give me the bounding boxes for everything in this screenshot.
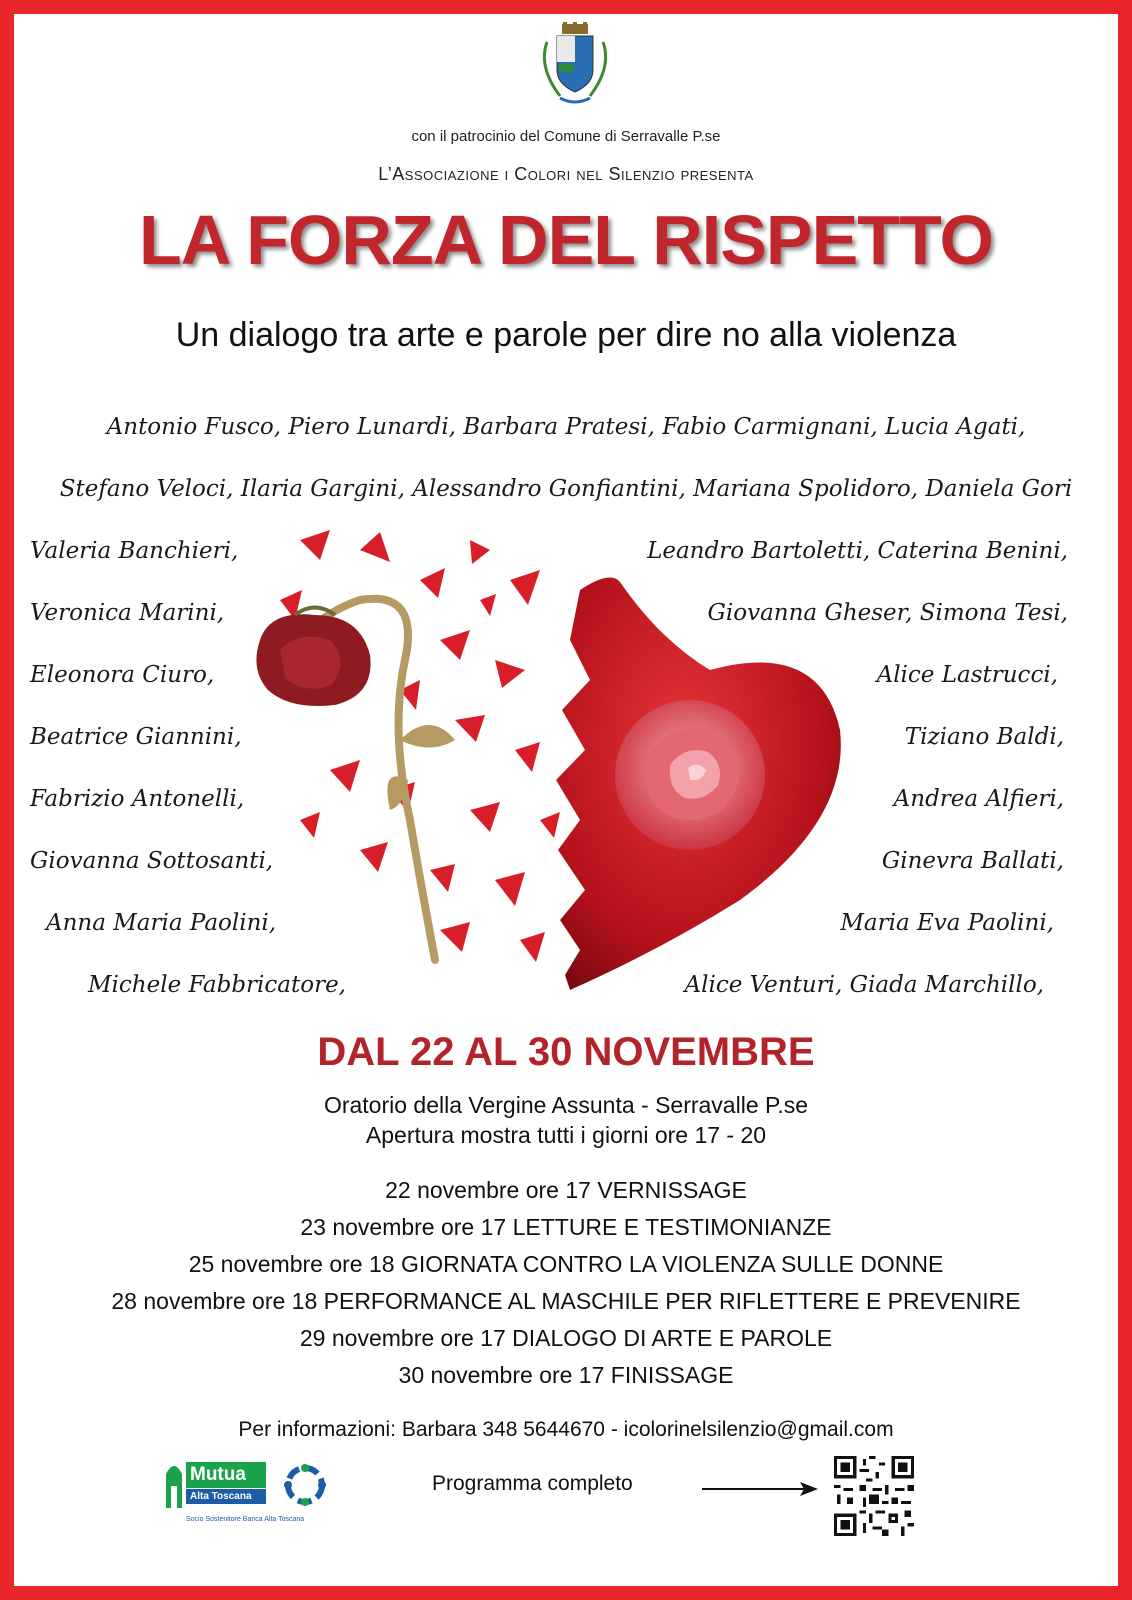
broken-heart-rose-illustration <box>240 520 880 1000</box>
patronage-text: con il patrocinio del Comune di Serravalle P.se <box>411 128 721 145</box>
event-dates: DAL 22 AL 30 NOVEMBRE <box>317 1030 815 1074</box>
schedule-item: 29 novembre ore 17 DIALOGO DI ARTE E PAROLE <box>299 1325 833 1351</box>
artist-right-3: Alice Lastrucci, <box>876 662 1058 688</box>
artists-line-1: Antonio Fusco, Piero Lunardi, Barbara Pratesi, Fabio Carmignani, Lucia Agati, <box>106 414 1026 440</box>
schedule-item: 22 novembre ore 17 VERNISSAGE <box>385 1177 747 1203</box>
artist-left-7: Anna Maria Paolini, <box>46 910 277 936</box>
contact-info: Per informazioni: Barbara 348 5644670 - icolorinelsilenzio@gmail.com <box>238 1418 894 1441</box>
right-arrow-icon <box>700 1478 820 1500</box>
sponsor-people-circle-icon <box>282 1462 328 1508</box>
artist-left-8: Michele Fabbricatore, <box>88 972 346 998</box>
page-title: LA FORZA DEL RISPETTO <box>138 201 994 279</box>
sponsor-logo <box>164 1456 344 1536</box>
artist-right-4: Tiziano Baldi, <box>904 724 1064 750</box>
program-label: Programma completo <box>432 1472 633 1495</box>
page-subtitle: Un dialogo tra arte e parole per dire no alla violenza <box>175 316 957 354</box>
schedule-item: 25 novembre ore 18 GIORNATA CONTRO LA VIOLENZA SULLE DONNE <box>188 1251 944 1277</box>
artist-right-5: Andrea Alfieri, <box>893 786 1064 812</box>
artist-right-6: Ginevra Ballati, <box>881 848 1064 874</box>
artist-right-8: Alice Venturi, Giada Marchillo, <box>684 972 1044 998</box>
sponsor-name: Mutua <box>186 1462 266 1488</box>
artist-right-2: Giovanna Gheser, Simona Tesi, <box>707 600 1068 626</box>
sponsor-subtitle: Alta Toscana <box>186 1489 266 1504</box>
schedule-item: 30 novembre ore 17 FINISSAGE <box>398 1362 734 1388</box>
artist-left-6: Giovanna Sottosanti, <box>30 848 274 874</box>
artist-right-1: Leandro Bartoletti, Caterina Benini, <box>647 538 1068 564</box>
artist-left-1: Valeria Banchieri, <box>30 538 239 564</box>
event-schedule <box>0 1172 1132 1394</box>
sponsor-building-icon <box>164 1456 184 1508</box>
schedule-item: 23 novembre ore 17 LETTURE E TESTIMONIANZE <box>300 1214 832 1240</box>
schedule-item: 28 novembre ore 18 PERFORMANCE AL MASCHILE PER RIFLETTERE E PREVENIRE <box>111 1288 1021 1314</box>
qr-code-icon[interactable] <box>834 1456 914 1536</box>
event-opening-hours: Apertura mostra tutti i giorni ore 17 - 20 <box>365 1122 767 1148</box>
coat-of-arms-icon <box>532 22 618 108</box>
artist-right-7: Maria Eva Paolini, <box>840 910 1054 936</box>
event-venue: Oratorio della Vergine Assunta - Serravalle P.se <box>323 1092 809 1118</box>
sponsor-note: Socio Sostenitore Banca Alta Toscana <box>186 1516 305 1523</box>
artist-left-3: Eleonora Ciuro, <box>30 662 215 688</box>
presenter-text: L’Associazione i Colori nel Silenzio presenta <box>378 164 754 184</box>
artists-line-2: Stefano Veloci, Ilaria Gargini, Alessandro Gonfiantini, Mariana Spolidoro, Daniela Gori <box>59 476 1073 502</box>
artist-left-2: Veronica Marini, <box>30 600 225 626</box>
artist-left-5: Fabrizio Antonelli, <box>30 786 245 812</box>
artist-left-4: Beatrice Giannini, <box>30 724 242 750</box>
